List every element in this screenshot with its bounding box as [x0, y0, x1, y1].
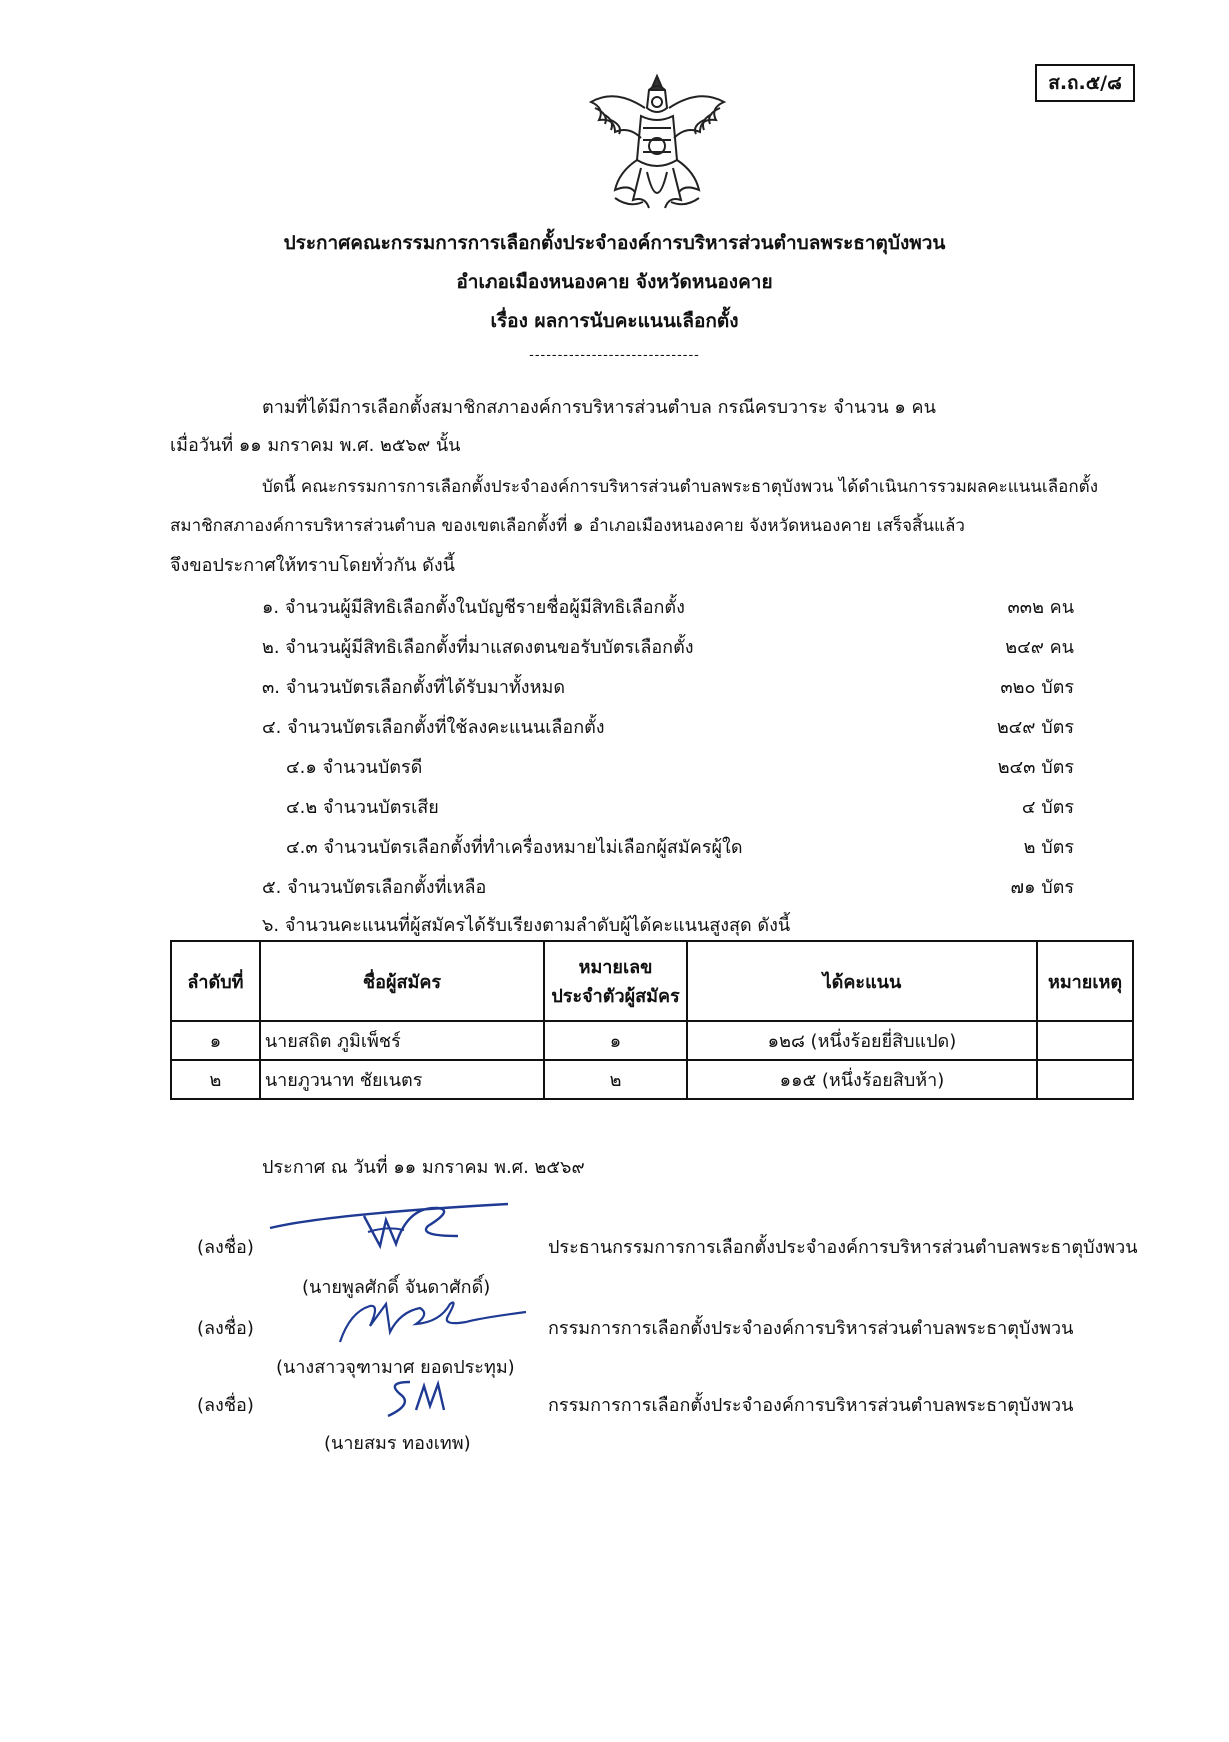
- announcement-date: ประกาศ ณ วันที่ ๑๑ มกราคม พ.ศ. ๒๕๖๙: [262, 1157, 585, 1178]
- count-subitem-label: ๔.๓ จำนวนบัตรเลือกตั้งที่ทำเครื่องหมายไม่เลือกผู้สมัครผู้ใด: [286, 837, 743, 858]
- title-divider: ------------------------------: [529, 348, 700, 363]
- count-item-label: ๔. จำนวนบัตรเลือกตั้งที่ใช้ลงคะแนนเลือกตั้ง: [262, 717, 605, 738]
- cell-rank: ๒: [171, 1060, 260, 1099]
- announcement-subject: เรื่อง ผลการนับคะแนนเลือกตั้ง: [490, 310, 739, 332]
- announcement-title-line-1: ประกาศคณะกรรมการการเลือกตั้งประจำองค์การบริหารส่วนตำบลพระธาตุบังพวน: [283, 232, 946, 254]
- count-subitem-value: ๒ บัตร: [1023, 837, 1074, 858]
- handwritten-signature-2: [330, 1292, 530, 1352]
- signer-role: ประธานกรรมการการเลือกตั้งประจำองค์การบริหารส่วนตำบลพระธาตุบังพวน: [548, 1237, 1138, 1258]
- count-item-value: ๗๑ บัตร: [1010, 877, 1074, 898]
- header-candidate-number: [544, 941, 687, 1021]
- signer-name: (นางสาวจุฑามาศ ยอดประทุม): [276, 1357, 515, 1378]
- intro-paragraph-2-line-3: จึงขอประกาศให้ทราบโดยทั่วกัน ดังนี้: [170, 555, 455, 576]
- count-item-value: ๓๓๒ คน: [1007, 597, 1074, 618]
- intro-paragraph-1-line-1: ตามที่ได้มีการเลือกตั้งสมาชิกสภาองค์การบริหารส่วนตำบล กรณีครบวาระ จำนวน ๑ คน: [262, 397, 936, 418]
- garuda-emblem-icon: [585, 68, 730, 218]
- cell-candidate-number: ๑: [544, 1021, 687, 1060]
- signer-name: (นายสมร ทองเทพ): [324, 1433, 471, 1454]
- sign-label: (ลงชื่อ): [197, 1318, 254, 1339]
- intro-paragraph-1-line-2: เมื่อวันที่ ๑๑ มกราคม พ.ศ. ๒๕๖๙ นั้น: [170, 435, 461, 456]
- cell-candidate-number: ๒: [544, 1060, 687, 1099]
- cell-votes: ๑๒๘ (หนึ่งร้อยยี่สิบแปด): [687, 1021, 1037, 1060]
- cell-remark: [1037, 1021, 1133, 1060]
- count-item-label: ๖. จำนวนคะแนนที่ผู้สมัครได้รับเรียงตามลำดับผู้ได้คะแนนสูงสุด ดังนี้: [262, 915, 791, 936]
- signer-name: (นายพูลศักดิ์ จันดาศักดิ์): [302, 1277, 491, 1298]
- results-table: [170, 940, 1134, 1100]
- cell-votes: ๑๑๕ (หนึ่งร้อยสิบห้า): [687, 1060, 1037, 1099]
- table-header-row: [171, 941, 1133, 1021]
- form-code-box: ส.ถ.๕/๘: [1035, 64, 1135, 102]
- table-row: [171, 1021, 1133, 1060]
- intro-paragraph-2-line-2: สมาชิกสภาองค์การบริหารส่วนตำบล ของเขตเลือกตั้งที่ ๑ อำเภอเมืองหนองคาย จังหวัดหนองคาย เสร็จสิ้นแล้ว: [170, 516, 965, 536]
- signer-role: กรรมการการเลือกตั้งประจำองค์การบริหารส่วนตำบลพระธาตุบังพวน: [548, 1318, 1074, 1339]
- handwritten-signature-3: [380, 1376, 460, 1422]
- sign-label: (ลงชื่อ): [197, 1237, 254, 1258]
- signer-role: กรรมการการเลือกตั้งประจำองค์การบริหารส่วนตำบลพระธาตุบังพวน: [548, 1395, 1074, 1416]
- count-subitem-value: ๔ บัตร: [1021, 797, 1074, 818]
- count-item-value: ๒๔๙ คน: [1005, 637, 1074, 658]
- cell-candidate-name: นายสถิต ภูมิเพ็ชร์: [260, 1021, 544, 1060]
- announcement-title-line-2: อำเภอเมืองหนองคาย จังหวัดหนองคาย: [456, 271, 773, 293]
- count-subitem-label: ๔.๑ จำนวนบัตรดี: [286, 757, 423, 778]
- count-item-label: ๕. จำนวนบัตรเลือกตั้งที่เหลือ: [262, 877, 487, 898]
- intro-paragraph-2-line-1: บัดนี้ คณะกรรมการการเลือกตั้งประจำองค์การบริหารส่วนตำบลพระธาตุบังพวน ได้ดำเนินการรวมผลคะแนนเลือกตั้ง: [262, 477, 1098, 497]
- count-item-label: ๓. จำนวนบัตรเลือกตั้งที่ได้รับมาทั้งหมด: [262, 677, 566, 698]
- cell-remark: [1037, 1060, 1133, 1099]
- sign-label: (ลงชื่อ): [197, 1395, 254, 1416]
- count-item-value: ๓๒๐ บัตร: [1000, 677, 1074, 698]
- header-candidate-name: ชื่อผู้สมัคร: [260, 941, 544, 1021]
- count-item-label: ๑. จำนวนผู้มีสิทธิเลือกตั้งในบัญชีรายชื่อผู้มีสิทธิเลือกตั้ง: [262, 597, 685, 618]
- count-item-value: ๒๔๙ บัตร: [996, 717, 1074, 738]
- header-candidate-number-line-2: ประจำตัวผู้สมัคร: [551, 986, 680, 1007]
- header-remark: หมายเหตุ: [1037, 941, 1133, 1021]
- header-votes: ได้คะแนน: [687, 941, 1037, 1021]
- count-item-label: ๒. จำนวนผู้มีสิทธิเลือกตั้งที่มาแสดงตนขอรับบัตรเลือกตั้ง: [262, 637, 694, 658]
- count-subitem-value: ๒๔๓ บัตร: [997, 757, 1074, 778]
- header-candidate-number-line-1: หมายเลข: [578, 957, 653, 978]
- header-rank: ลำดับที่: [171, 941, 260, 1021]
- count-subitem-label: ๔.๒ จำนวนบัตรเสีย: [286, 797, 439, 818]
- cell-candidate-name: นายภูวนาท ชัยเนตร: [260, 1060, 544, 1099]
- handwritten-signature-1: [268, 1196, 518, 1266]
- table-row: [171, 1060, 1133, 1099]
- cell-rank: ๑: [171, 1021, 260, 1060]
